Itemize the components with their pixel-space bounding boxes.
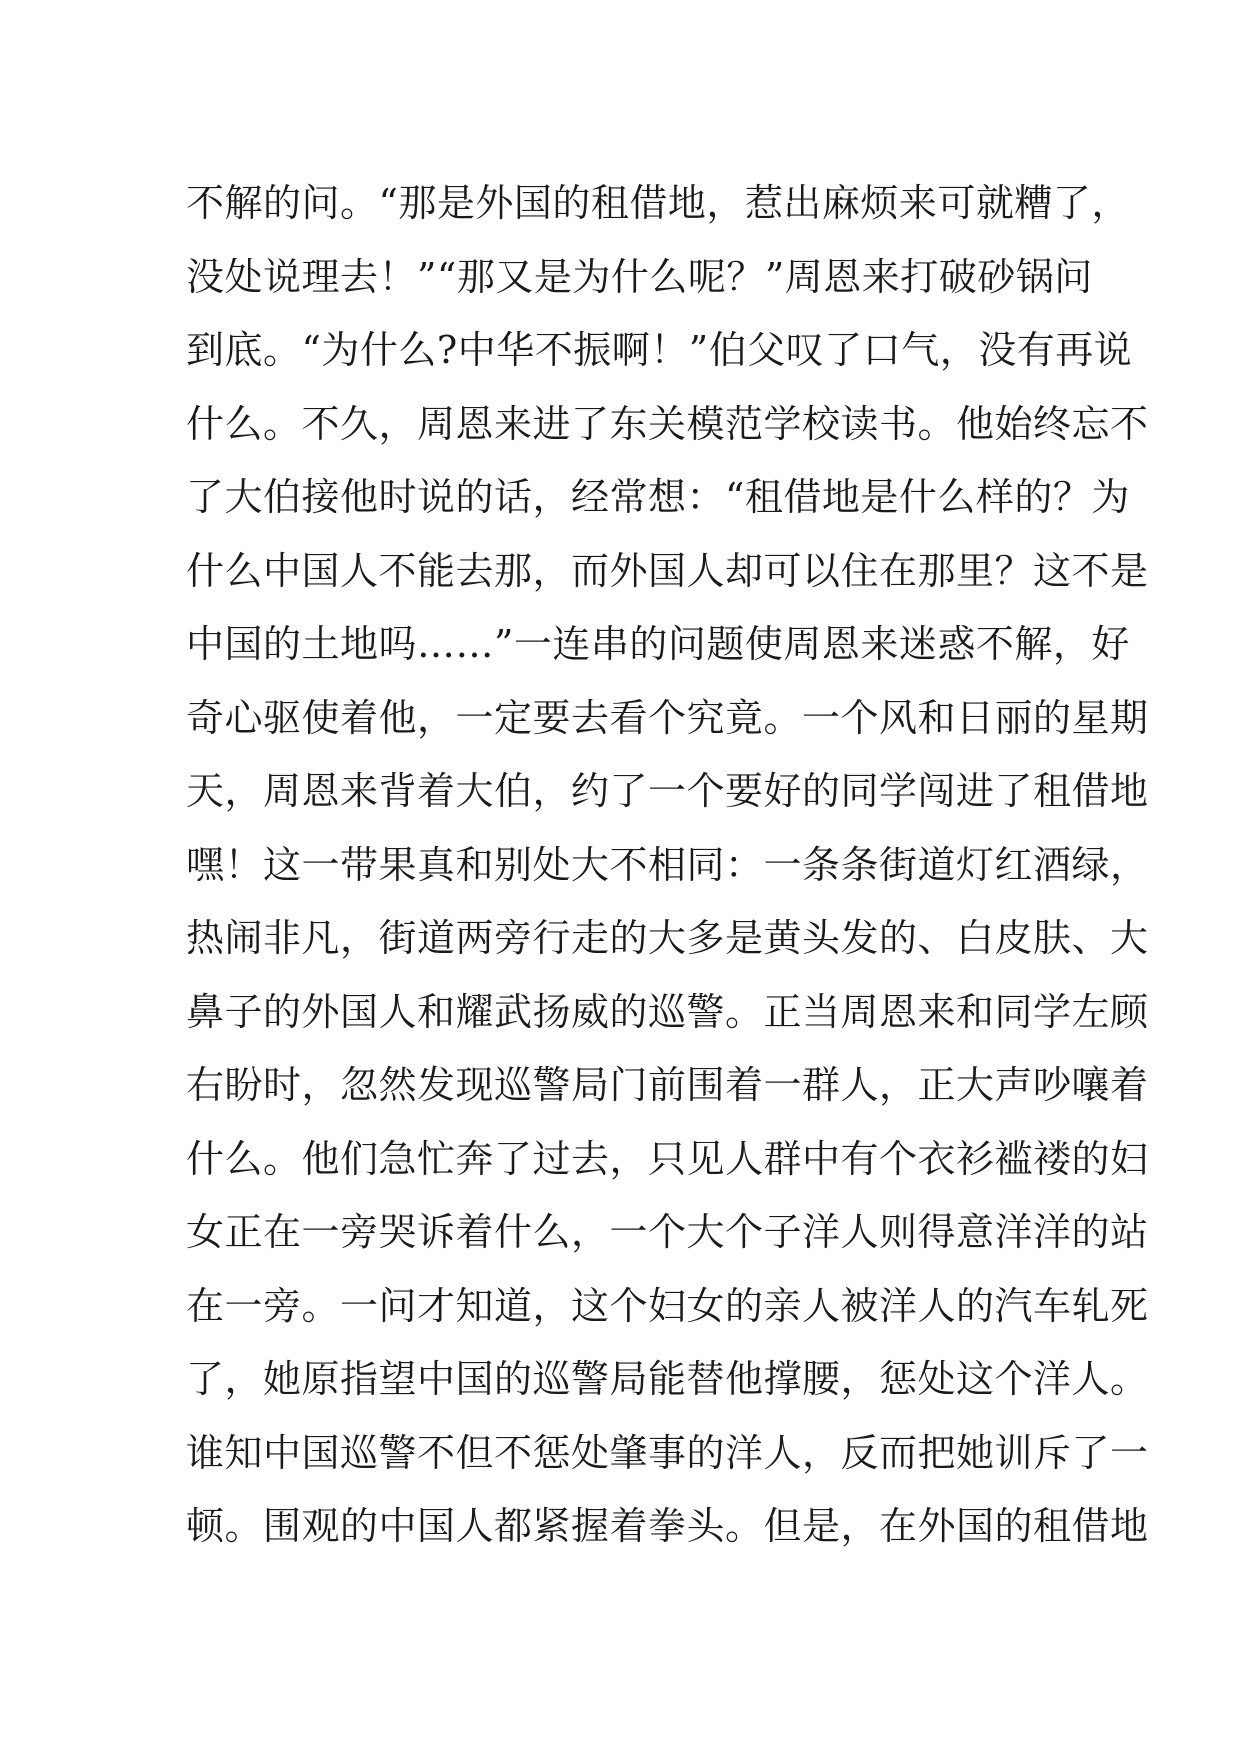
text-line: 热闹非凡，街道两旁行走的大多是黄头发的、白皮肤、大 — [186, 916, 1149, 960]
text-line: 顿。围观的中国人都紧握着拳头。但是，在外国的租借地 — [186, 1504, 1149, 1548]
text-line: 不解的问。“那是外国的租借地，惹出麻烦来可就糟了， — [186, 181, 1130, 225]
text-line: 女正在一旁哭诉着什么，一个大个子洋人则得意洋洋的站 — [186, 1210, 1149, 1254]
text-line: 什么。他们急忙奔了过去，只见人群中有个衣衫褴褛的妇 — [186, 1136, 1149, 1181]
text-line: 嘿！这一带果真和别处大不相同：一条条街道灯红酒绿， — [186, 842, 1149, 887]
text-line: 谁知中国巡警不但不惩处肇事的洋人，反而把她训斥了一 — [186, 1430, 1149, 1475]
text-line: 什么。不久，周恩来进了东关模范学校读书。他始终忘不 — [186, 401, 1149, 446]
text-line: 了，她原指望中国的巡警局能替他撑腰，惩处这个洋人。 — [186, 1357, 1149, 1401]
text-line: 右盼时，忽然发现巡警局门前围着一群人，正大声吵嚷着 — [186, 1063, 1149, 1107]
text-line: 鼻子的外国人和耀武扬威的巡警。正当周恩来和同学左顾 — [186, 989, 1149, 1034]
text-line: 到底。“为什么?中华不振啊！”伯父叹了口气，没有再说 — [186, 328, 1133, 372]
text-line: 了大伯接他时说的话，经常想：“租借地是什么样的？为 — [186, 475, 1130, 519]
body-text — [186, 167, 1149, 1564]
text-line: 中国的土地吗……”一连串的问题使周恩来迷惑不解，好 — [186, 622, 1130, 666]
text-line: 在一旁。一问才知道，这个妇女的亲人被洋人的汽车轧死 — [186, 1283, 1149, 1328]
text-line: 奇心驱使着他，一定要去看个究竟。一个风和日丽的星期 — [186, 695, 1149, 740]
text-line: 天，周恩来背着大伯，约了一个要好的同学闯进了租借地 — [186, 769, 1149, 813]
text-line: 没处说理去！”“那又是为什么呢？”周恩来打破砂锅问 — [186, 254, 1093, 299]
text-line: 什么中国人不能去那，而外国人却可以住在那里？这不是 — [186, 548, 1149, 593]
